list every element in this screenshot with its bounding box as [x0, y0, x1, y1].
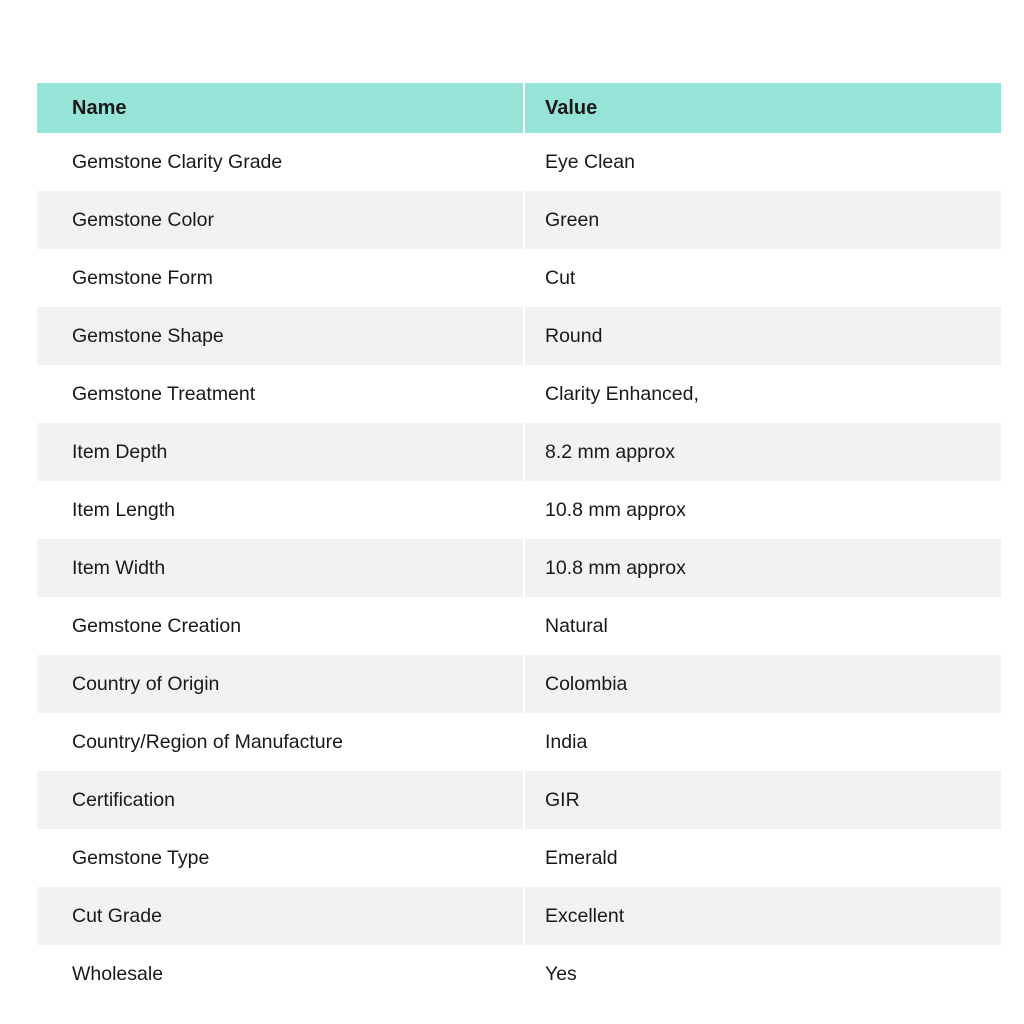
spec-name-cell: Wholesale — [37, 945, 523, 1003]
spec-name-cell: Gemstone Form — [37, 249, 523, 307]
spec-name-cell: Gemstone Type — [37, 829, 523, 887]
spec-value-cell: Cut — [525, 249, 1001, 307]
spec-value-cell: Excellent — [525, 887, 1001, 945]
spec-name-cell: Certification — [37, 771, 523, 829]
spec-name-cell: Cut Grade — [37, 887, 523, 945]
spec-value-cell: Natural — [525, 597, 1001, 655]
spec-value-cell: 10.8 mm approx — [525, 539, 1001, 597]
table-row — [37, 771, 1001, 829]
spec-value-cell: India — [525, 713, 1001, 771]
spec-value-cell: Clarity Enhanced, — [525, 365, 1001, 423]
spec-value-cell: 8.2 mm approx — [525, 423, 1001, 481]
table-row — [37, 539, 1001, 597]
table-row — [37, 713, 1001, 771]
item-specifics-table — [37, 83, 1001, 1003]
spec-value-cell: GIR — [525, 771, 1001, 829]
table-row — [37, 191, 1001, 249]
table-row — [37, 365, 1001, 423]
table-row — [37, 307, 1001, 365]
table-row — [37, 481, 1001, 539]
spec-value-cell: Round — [525, 307, 1001, 365]
table-row — [37, 887, 1001, 945]
spec-value-cell: Colombia — [525, 655, 1001, 713]
table-row — [37, 829, 1001, 887]
spec-name-cell: Gemstone Creation — [37, 597, 523, 655]
table-row — [37, 249, 1001, 307]
spec-value-cell: Eye Clean — [525, 133, 1001, 191]
header-value-cell: Value — [525, 83, 1001, 133]
table-row — [37, 597, 1001, 655]
spec-name-cell: Gemstone Clarity Grade — [37, 133, 523, 191]
spec-name-cell: Item Width — [37, 539, 523, 597]
spec-name-cell: Gemstone Shape — [37, 307, 523, 365]
spec-name-cell: Gemstone Color — [37, 191, 523, 249]
table-row — [37, 655, 1001, 713]
table-row — [37, 133, 1001, 191]
spec-name-cell: Item Depth — [37, 423, 523, 481]
table-row — [37, 945, 1001, 1003]
spec-name-cell: Item Length — [37, 481, 523, 539]
spec-value-cell: Emerald — [525, 829, 1001, 887]
spec-value-cell: 10.8 mm approx — [525, 481, 1001, 539]
header-name-cell: Name — [37, 83, 523, 133]
spec-value-cell: Green — [525, 191, 1001, 249]
spec-name-cell: Country/Region of Manufacture — [37, 713, 523, 771]
spec-value-cell: Yes — [525, 945, 1001, 1003]
table-header-row — [37, 83, 1001, 133]
spec-name-cell: Gemstone Treatment — [37, 365, 523, 423]
table-row — [37, 423, 1001, 481]
spec-name-cell: Country of Origin — [37, 655, 523, 713]
